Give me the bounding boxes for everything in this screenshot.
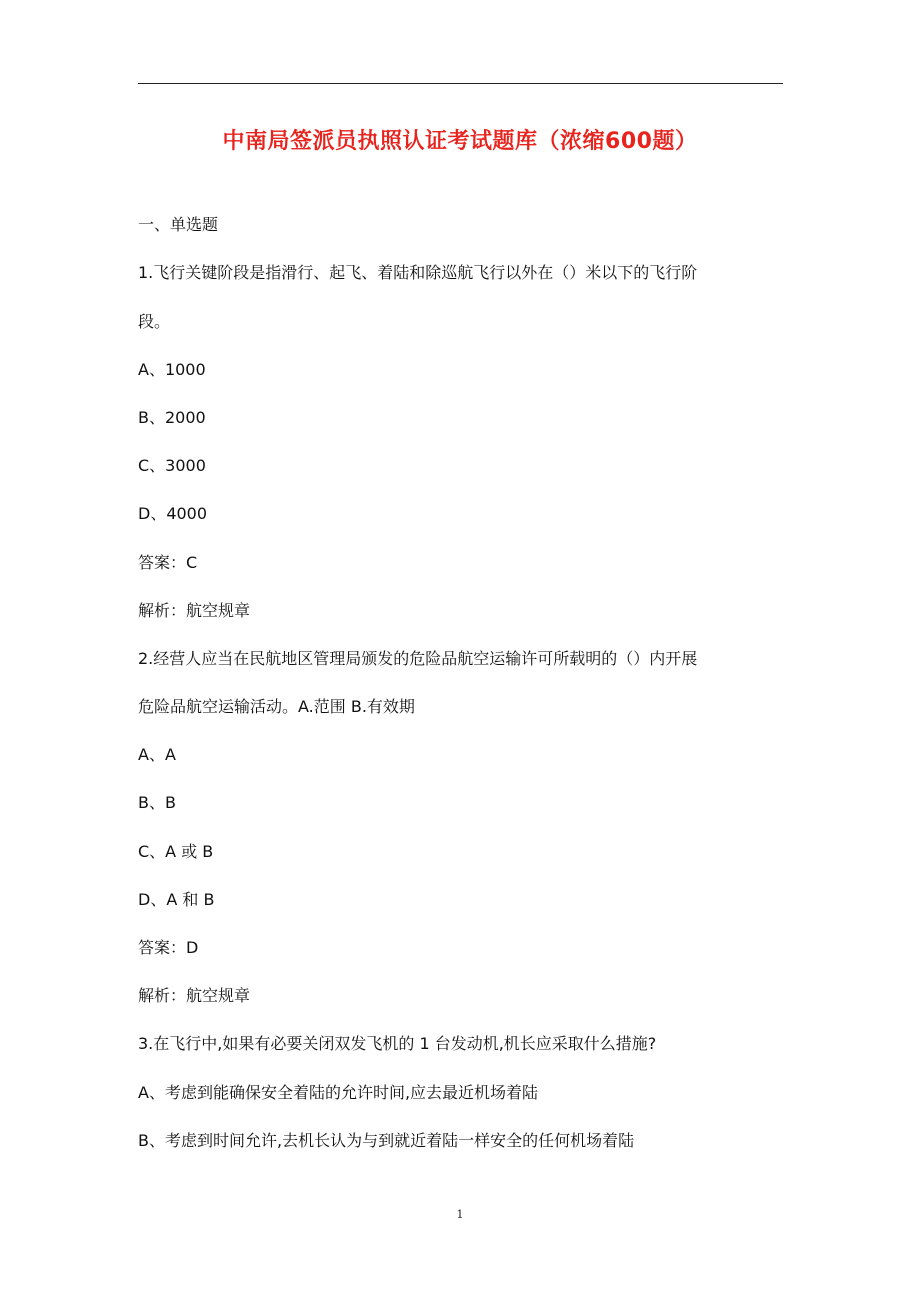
question-3-option-a: A、考虑到能确保安全着陆的允许时间,应去最近机场着陆: [138, 1083, 539, 1102]
question-1-stem-line-1: 1.飞行关键阶段是指滑行、起飞、着陆和除巡航飞行以外在（）米以下的飞行阶: [138, 263, 698, 282]
question-2-analysis: 解析：航空规章: [138, 986, 251, 1005]
question-2-stem-line-1: 2.经营人应当在民航地区管理局颁发的危险品航空运输许可所载明的（）内开展: [138, 649, 698, 668]
question-1-option-d: D、4000: [138, 504, 208, 523]
question-2-option-c: C、A 或 B: [138, 842, 214, 861]
question-3-option-b: B、考虑到时间允许,去机长认为与到就近着陆一样安全的任何机场着陆: [138, 1131, 635, 1150]
question-1-stem-line-2: 段。: [138, 312, 171, 331]
question-3-stem-line-1: 3.在飞行中,如果有必要关闭双发飞机的 1 台发动机,机长应采取什么措施?: [138, 1034, 657, 1053]
question-1-option-a: A、1000: [138, 360, 206, 379]
question-1-option-c: C、3000: [138, 456, 206, 475]
section-heading: 一、单选题: [138, 215, 219, 234]
page-number: 1: [456, 1208, 464, 1221]
question-2-option-b: B、B: [138, 793, 176, 812]
document-title: 中南局签派员执照认证考试题库（浓缩600题）: [222, 129, 698, 154]
question-2-stem-line-2: 危险品航空运输活动。A.范围 B.有效期: [138, 697, 415, 716]
question-1-analysis: 解析：航空规章: [138, 601, 251, 620]
question-1-answer: 答案：C: [138, 553, 198, 572]
question-1-option-b: B、2000: [138, 408, 206, 427]
question-2-answer: 答案：D: [138, 938, 199, 957]
question-2-option-a: A、A: [138, 745, 176, 764]
question-2-option-d: D、A 和 B: [138, 890, 215, 909]
header-rule: [138, 83, 783, 84]
